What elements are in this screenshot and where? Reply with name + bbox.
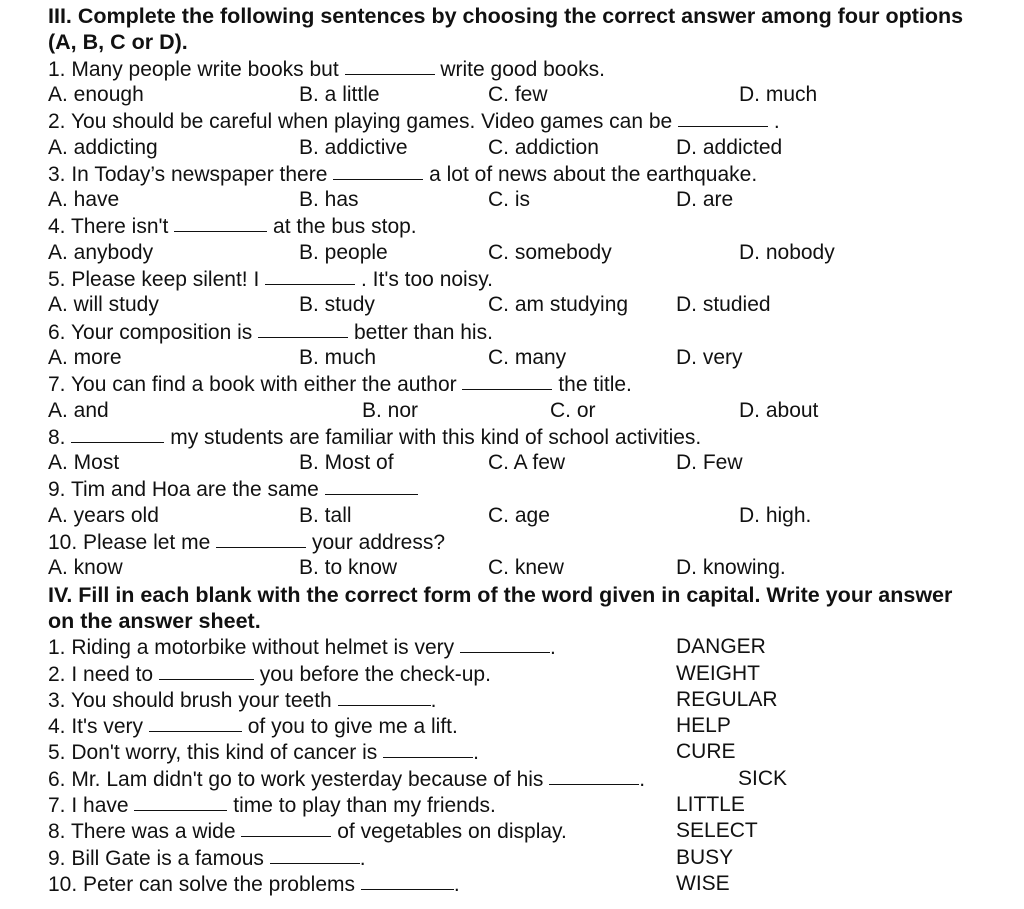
option-a: A. have	[48, 188, 120, 212]
answer-blank	[216, 529, 306, 548]
given-word: LITTLE	[676, 793, 745, 816]
item-text-before: 6. Mr. Lam didn't go to work yesterday because of his	[48, 767, 544, 791]
item-text-before: 3. You should brush your teeth	[48, 688, 332, 712]
word-form-item-6	[48, 766, 788, 792]
option-c: C. knew	[488, 556, 564, 580]
given-word: SELECT	[676, 819, 758, 843]
word-form-item-3	[48, 687, 778, 713]
question-10	[48, 529, 445, 555]
option-d: D. much	[739, 82, 818, 106]
answer-blank	[149, 713, 242, 732]
question-text-before: 7. You can find a book with either the author	[48, 373, 457, 397]
answer-blank	[678, 108, 768, 127]
option-c: C. few	[488, 82, 548, 106]
answer-blank	[265, 266, 355, 285]
word-form-item-4	[48, 713, 731, 739]
option-c: C. or	[550, 398, 596, 422]
item-text-before: 4. It's very	[48, 715, 144, 739]
given-word: CURE	[676, 740, 736, 764]
option-d: D. very	[676, 345, 743, 369]
answer-blank	[549, 766, 639, 785]
question-text-before: 8.	[48, 425, 66, 449]
option-d: D. are	[676, 188, 734, 212]
answer-blank	[241, 818, 331, 837]
item-text-after: .	[430, 688, 437, 712]
question-text-after: . It's too noisy.	[360, 268, 493, 291]
given-word: WEIGHT	[676, 661, 760, 685]
item-text-after: of vegetables on display.	[337, 820, 567, 844]
question-text-before: 2. You should be careful when playing games. Video games can be	[48, 110, 673, 134]
answer-blank	[383, 739, 473, 758]
option-b: B. to know	[299, 556, 398, 580]
option-d: D. knowing.	[676, 556, 786, 580]
item-text-before: 2. I need to	[48, 662, 154, 686]
option-c: C. addiction	[488, 135, 599, 159]
question-text-before: 3. In Today’s newspaper there	[48, 162, 328, 186]
answer-blank	[174, 213, 267, 232]
given-word: DANGER	[676, 635, 766, 659]
item-text-after: time to play than my friends.	[233, 794, 496, 817]
option-b: B. a little	[299, 82, 380, 106]
answer-blank	[333, 161, 423, 180]
item-text-before: 9. Bill Gate is a famous	[48, 846, 264, 870]
section-4-heading-line-1: IV. Fill in each blank with the correct form of the word given in capital. Write your answer	[48, 582, 953, 607]
question-text-after: my students are familiar with this kind of school activities.	[170, 425, 702, 449]
option-d: D. high.	[739, 503, 812, 527]
section-4-heading-continued	[48, 608, 261, 634]
item-text-after: .	[359, 846, 366, 870]
word-form-item-5	[48, 739, 736, 765]
option-a: A. years old	[48, 503, 159, 527]
question-text-after: your address?	[311, 531, 446, 554]
question-text-before: 4. There isn't	[48, 215, 169, 239]
option-d: D. nobody	[739, 240, 835, 264]
answer-blank	[460, 634, 550, 653]
answer-blank	[361, 871, 454, 890]
question-text-after: a lot of news about the earthquake.	[429, 162, 758, 186]
option-c: C. somebody	[488, 240, 612, 264]
option-c: C. am studying	[488, 293, 629, 317]
word-form-item-10	[48, 871, 730, 897]
answer-blank	[270, 845, 360, 864]
option-b: B. addictive	[299, 135, 408, 159]
option-d: D. Few	[676, 451, 743, 475]
option-a: A. addicting	[48, 135, 158, 159]
word-form-item-1	[48, 634, 766, 660]
question-9	[48, 476, 418, 502]
option-a: A. more	[48, 345, 122, 369]
word-form-item-2	[48, 661, 760, 687]
section-4-heading-line-2: on the answer sheet.	[48, 608, 261, 633]
question-4	[48, 213, 417, 239]
question-3	[48, 161, 757, 187]
question-6	[48, 319, 493, 345]
item-text-after: .	[473, 741, 479, 765]
answer-blank	[338, 687, 431, 706]
option-c: C. is	[488, 188, 530, 212]
option-a: A. enough	[48, 82, 144, 106]
answer-blank	[134, 792, 227, 811]
question-1	[48, 56, 605, 82]
question-text-after: .	[773, 110, 780, 134]
section-3-heading-line-2: (A, B, C or D).	[48, 30, 188, 55]
question-7	[48, 371, 632, 397]
option-a: A. anybody	[48, 240, 154, 264]
given-word: WISE	[676, 871, 730, 895]
section-3-heading-continued	[48, 29, 188, 55]
answer-blank	[159, 661, 254, 680]
question-text-after: the title.	[558, 373, 632, 397]
question-text-after: better than his.	[353, 320, 493, 344]
question-text-after: at the bus stop.	[273, 215, 417, 239]
option-c: C. age	[488, 503, 550, 527]
question-text-before: 6. Your composition is	[48, 320, 253, 344]
option-a: A. and	[48, 398, 109, 422]
option-b: B. tall	[299, 503, 352, 527]
item-text-before: 5. Don't worry, this kind of cancer is	[48, 741, 378, 765]
given-word: REGULAR	[676, 687, 778, 711]
section-3-heading	[48, 3, 963, 29]
option-a: A. will study	[48, 293, 159, 317]
answer-blank	[345, 56, 435, 75]
option-b: B. study	[299, 293, 375, 317]
item-text-before: 10. Peter can solve the problems	[48, 872, 356, 896]
answer-blank	[258, 319, 348, 338]
option-c: C. A few	[488, 451, 566, 475]
question-text-after: write good books.	[440, 57, 605, 81]
given-word: BUSY	[676, 845, 734, 869]
option-b: B. has	[299, 188, 359, 212]
question-text-before: 10. Please let me	[48, 531, 211, 554]
item-text-after: .	[639, 767, 646, 791]
given-word: HELP	[676, 714, 731, 738]
item-text-after: you before the check-up.	[259, 662, 491, 686]
question-text-before: 9. Tim and Hoa are the same	[48, 478, 319, 502]
question-text-before: 1. Many people write books but	[48, 57, 339, 81]
word-form-item-9	[48, 845, 734, 871]
item-text-before: 7. I have	[48, 794, 129, 817]
answer-blank	[325, 476, 418, 495]
option-d: D. about	[739, 398, 819, 422]
item-text-after: .	[453, 872, 460, 896]
option-d: D. studied	[676, 293, 771, 317]
given-word: SICK	[738, 766, 788, 790]
item-text-before: 8. There was a wide	[48, 820, 236, 844]
question-5	[48, 266, 493, 292]
option-b: B. people	[299, 240, 388, 264]
word-form-item-7	[48, 792, 745, 818]
item-text-before: 1. Riding a motorbike without helmet is very	[48, 636, 455, 660]
option-c: C. many	[488, 345, 567, 369]
option-d: D. addicted	[676, 135, 783, 159]
option-a: A. know	[48, 556, 123, 580]
answer-blank	[71, 424, 164, 443]
question-8	[48, 424, 701, 450]
item-text-after: of you to give me a lift.	[247, 715, 458, 739]
option-a: A. Most	[48, 451, 120, 475]
section-3-heading-line-1: III. Complete the following sentences by choosing the correct answer among four options	[48, 4, 964, 28]
word-form-item-8	[48, 818, 758, 844]
option-b: B. much	[299, 345, 377, 369]
item-text-after: .	[550, 636, 556, 660]
answer-blank	[462, 371, 552, 390]
question-text-before: 5. Please keep silent! I	[48, 268, 260, 291]
option-b: B. Most of	[299, 451, 394, 475]
section-4-heading	[48, 582, 952, 608]
option-b: B. nor	[362, 398, 419, 422]
question-2	[48, 108, 780, 134]
